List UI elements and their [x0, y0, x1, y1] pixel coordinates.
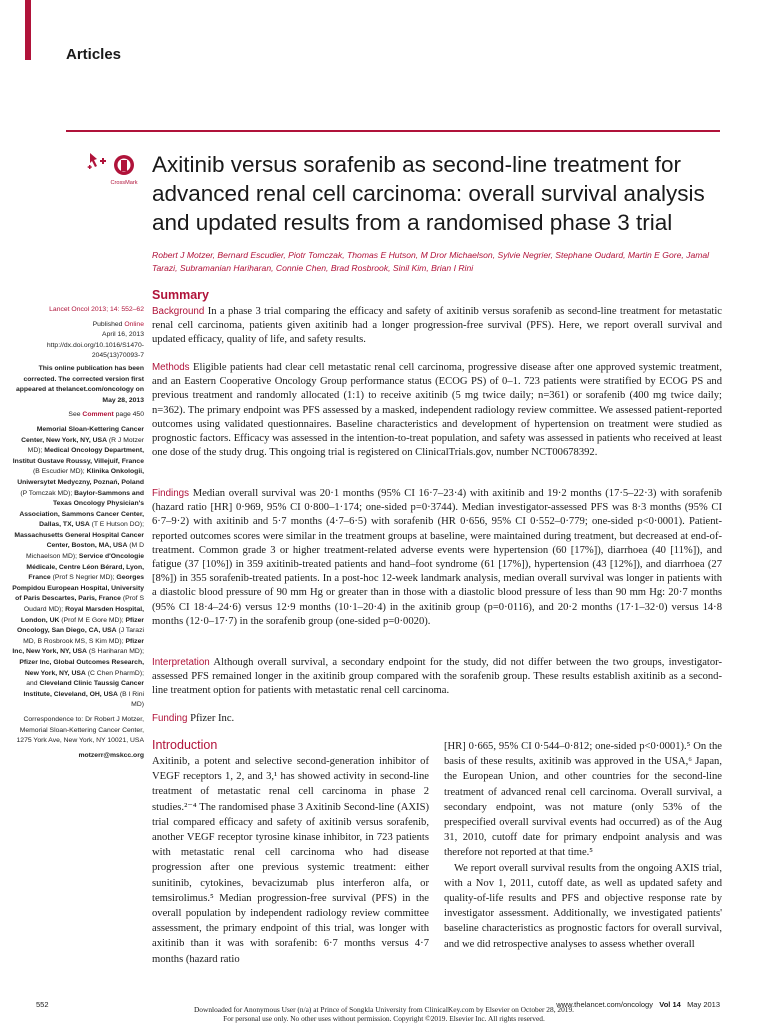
affiliation-people: (T E Hutson DO);: [91, 521, 144, 529]
author-list: Robert J Motzer, Bernard Escudier, Piotr Tomczak, Thomas E Hutson, M Dror Michaelson, Sylvie Negrier, Stephane Oudard, Martin E Gore, Jamal Tarazi, Subramanian Hariharan, Connie Chen, Brad Rosbrook, Sinil Kim, Brian I Rini: [152, 250, 710, 273]
see-comment: [12, 410, 144, 421]
affiliation-people: (P Tomczak MD);: [20, 489, 73, 497]
intro-column-right: [444, 739, 722, 952]
affiliation-people: (B I Rini MD): [119, 690, 144, 709]
crossmark-icon[interactable]: [86, 150, 144, 194]
article-sidebar: [12, 305, 144, 765]
abstract-interpretation: [152, 656, 722, 699]
background-label: Background: [152, 306, 205, 317]
methods-label: Methods: [152, 362, 190, 373]
journal-reference: Lancet Oncol 2013; 14: 552–62: [49, 306, 144, 313]
background-text: In a phase 3 trial comparing the efficacy and safety of axitinib versus sorafenib as second-line treatment for metastatic renal cell carcinoma, patients given axitinib had a longer progression-free survival (PFS). Here, we report overall survival and updated efficacy, quality of life, and safety results.: [152, 306, 722, 346]
intro-paragraph: We report overall survival results from the ongoing AXIS trial, with a Nov 1, 2011, cutoff date, as well as updated safety and quality-of-life results and PFS and objective response rate by investigator assessment. Additionally, we investigated patients' baseline characteristics as prognostic factors for overall survival, and we did retrospective analyses to assess whether overall: [444, 862, 722, 950]
funding-text: Pfizer Inc.: [190, 713, 235, 724]
journal-url[interactable]: www.thelancet.com/oncology: [556, 1000, 653, 1009]
article-title: Axitinib versus sorafenib as second-line treatment for advanced renal cell carcinoma: overall survival analysis and updated results from a randomised phase 3 trial: [152, 152, 705, 235]
methods-text: Eligible patients had clear cell metastatic renal cell carcinoma, progressive disease after one approved systemic treatment, and an Eastern Cooperative Oncology Group performance status (ECOG PS) of 0–1. 723 patients were stratified by ECOG PS and previous treatment and randomly allocated (1:1) to receive axitinib (5 mg twice daily; n=361) or sorafenib (400 mg twice daily; n=362). The primary endpoint was PFS assessed by a masked, independent radiology review committee. We assessed patient-reported outcomes using validated questionnaires. Baseline characteristics and development of hypertension on treatment were studied as prognostic factors. Efficacy was assessed in the intention-to-treat population, and safety was assessed in patients who received at least one dose of the study drug. This ongoing trial is registered on ClinicalTrials.gov, number NCT00678392.: [152, 362, 722, 459]
published-date: April 16, 2013: [102, 331, 144, 339]
interpretation-label: Interpretation: [152, 657, 210, 668]
abstract-methods: [152, 361, 722, 460]
affiliation-inst: Cleveland Clinic Taussig Cancer Institute, Cleveland, OH, USA: [23, 680, 144, 698]
affiliation-inst: Georges Pompidou European Hospital, University of Paris Descartes, Paris, France: [12, 574, 144, 603]
abstract-background: [152, 305, 722, 348]
see-label: See: [68, 411, 81, 419]
download-notice: [0, 1006, 768, 1023]
copyright-line: For personal use only. No other uses without permission. Copyright ©2019. Elsevier Inc. All rights reserved.: [223, 1013, 545, 1023]
header-rule: [66, 130, 720, 132]
page-number: 552: [36, 1000, 49, 1009]
issue-date: May 2013: [687, 1000, 720, 1009]
abstract-findings: [152, 487, 722, 629]
affiliation-people: (B Escudier MD);: [32, 468, 85, 476]
affiliation-inst: Baylor-Sammons and Texas Oncology Physician's Association, Sammons Cancer Center, Dallas, TX, USA: [19, 489, 144, 529]
affiliation-people: (C Chen PharmD); and: [26, 669, 144, 688]
affiliation-people: (Prof S Oudard MD);: [23, 595, 144, 614]
doi-link[interactable]: http://dx.doi.org/10.1016/S1470-2045(13)70093-7: [46, 341, 144, 360]
affiliation-inst: Memorial Sloan-Kettering Cancer Center, New York, NY, USA: [21, 425, 144, 444]
correspondence: Correspondence to: Dr Robert J Motzer, Memorial Sloan-Kettering Cancer Center, 1275 York Ave, New York, NY 10021, USA: [16, 715, 144, 745]
intro-column-left: Axitinib, a potent and selective second-generation inhibitor of VEGF receptors 1, 2, and 3,¹ has showed activity in second-line treatment of metastatic renal cell carcinoma in phase 2 studies.²⁻⁴ The randomised phase 3 Axitinib Second-line (AXIS) trial compared efficacy and safety of axitinib versus sorafenib, another VEGF receptor tyrosine kinase inhibitor, in 723 patients with metastatic renal cell carcinoma who had disease progression after one previous systemic treatment: either sunitinib, cytokines, bevacizumab plus interferon alfa, or temsirolimus.⁵ Median progression-free survival (PFS) in the overall population by independent radiology review committee assessment, the primary endpoint of this trial, was longer with axitinib than it was with sorafenib: 6·7 months versus 4·7 months (hazard ratio: [152, 756, 429, 965]
funding-label: Funding: [152, 713, 188, 724]
crossmark-label: CrossMark: [110, 180, 138, 186]
comment-link[interactable]: Comment: [82, 411, 114, 419]
correspondence-email[interactable]: motzerr@mskcc.org: [78, 751, 144, 759]
affiliation-inst: Pfizer Inc, New York, NY, USA: [12, 637, 144, 656]
affiliation-people: (Prof S Negrier MD);: [52, 574, 115, 582]
affiliation-people: (S Hariharan MD);: [88, 648, 144, 656]
affiliation-people: (J Tarazi MD, B Rosbrook MS, S Kim MD);: [23, 627, 144, 645]
published-label: Published: [92, 320, 123, 328]
see-page: page 450: [115, 411, 144, 419]
interpretation-text: Although overall survival, a secondary endpoint for the study, did not differ between the two groups, investigator-assessed PFS remained longer in the axitinib group compared with the sorafenib group. These results establish axitinib as a second-line treatment option for patients with metastatic renal cell carcinoma.: [152, 657, 722, 697]
affiliation-inst: Massachusetts General Hospital Cancer Center, Boston, MA, USA: [14, 531, 144, 550]
abstract-funding: [152, 712, 722, 726]
intro-paragraph: [HR] 0·665, 95% CI 0·544–0·812; one-sided p<0·0001).⁵ On the basis of these results, axitinib was approved in the USA,⁶ Japan, the European Union, and other countries for the second-line treatment of advanced renal cell carcinoma. Overall survival, a secondary endpoint, was not mature (only 53% of the prespecified overall survival events had occurred) as of the Aug 31, 2010, cutoff date for primary endpoint analysis and was therefore not reported at that time.⁵: [444, 741, 722, 859]
findings-text: Median overall survival was 20·1 months (95% CI 16·7–23·4) with axitinib and 19·2 months (17·5–22·3) with sorafenib (hazard ratio [HR] 0·969, 95% CI 0·800–1·174; one-sided p=0·3744). Median investigator-assessed PFS was 8·3 months (95% CI 6·7–9·2) with axitinib and 5·7 months (4·7–6·5) with sorafenib (HR 0·656, 95% CI 0·552–0·779; one-sided p<0·0001). Patient-reported outcomes scores were similar in the treatment groups at baseline, were maintained during treatment, but decreased at end-of-treatment. Common grade 3 or higher treatment-related adverse events were hypertension (60 [17%]), diarrhoea (40 [11%]), and fatigue (37 [10%]) in 359 axitinib-treated patients and hand–foot syndrome (61 [17%]), hypertension (43 [12%]), and diarrhoea (27 [8%]) in 355 sorafenib-treated patients. In a post-hoc 12-week landmark analysis, median overall survival was longer in patients with a diastolic blood pressure of 90 mm Hg or greater than in those with a diastolic blood pressure of less than 90 mm Hg: 20·7 months (95% CI 18·4–24·6) versus 12·9 months (10·1–20·4) in the axitinib group (p=0·0116), and 20·2 months (17·1–32·0) versus 14·8 months (12·0–17·7) in the sorafenib group (one-sided p=0·0020).: [152, 488, 722, 627]
affiliation-inst: Medical Oncology Department, Institut Gustave Roussy, Villejuif, France: [12, 447, 144, 465]
affiliation-inst: Pfizer Inc, Global Outcomes Research, New York, NY, USA: [19, 659, 144, 677]
affiliation-inst: Royal Marsden Hospital, London, UK: [20, 606, 144, 624]
download-line: Downloaded for Anonymous User (n/a) at Prince of Songkla University from ClinicalKey.com by Elsevier on October 28, 2019.: [193, 1005, 575, 1014]
affiliation-inst: Service d'Oncologie Médicale, Centre Léon Bérard, Lyon, France: [26, 553, 144, 582]
publication-info: [12, 320, 144, 362]
introduction-heading: Introduction: [152, 738, 218, 752]
affiliation-people: (Prof M E Gore MD);: [61, 616, 124, 624]
findings-label: Findings: [152, 488, 190, 499]
affiliation-inst: Pfizer Oncology, San Diego, CA, USA: [16, 616, 144, 635]
correction-note: This online publication has been corrected. The corrected version first appeared at thelancet.com/oncology on May 28, 2013: [15, 364, 144, 404]
affiliation-people: (M D Michaelson MD);: [26, 542, 144, 561]
affiliation-people: (R J Motzer MD);: [27, 436, 144, 455]
summary-heading: Summary: [152, 288, 209, 302]
accent-bar: [25, 0, 31, 60]
published-online-link[interactable]: Online: [124, 320, 144, 328]
journal-volume: Vol 14: [659, 1000, 681, 1009]
affiliation-inst: Klinika Onkologii, Uniwersytet Medyczny, Poznań, Poland: [17, 468, 144, 486]
affiliations: [12, 425, 144, 711]
section-label: Articles: [66, 46, 122, 63]
